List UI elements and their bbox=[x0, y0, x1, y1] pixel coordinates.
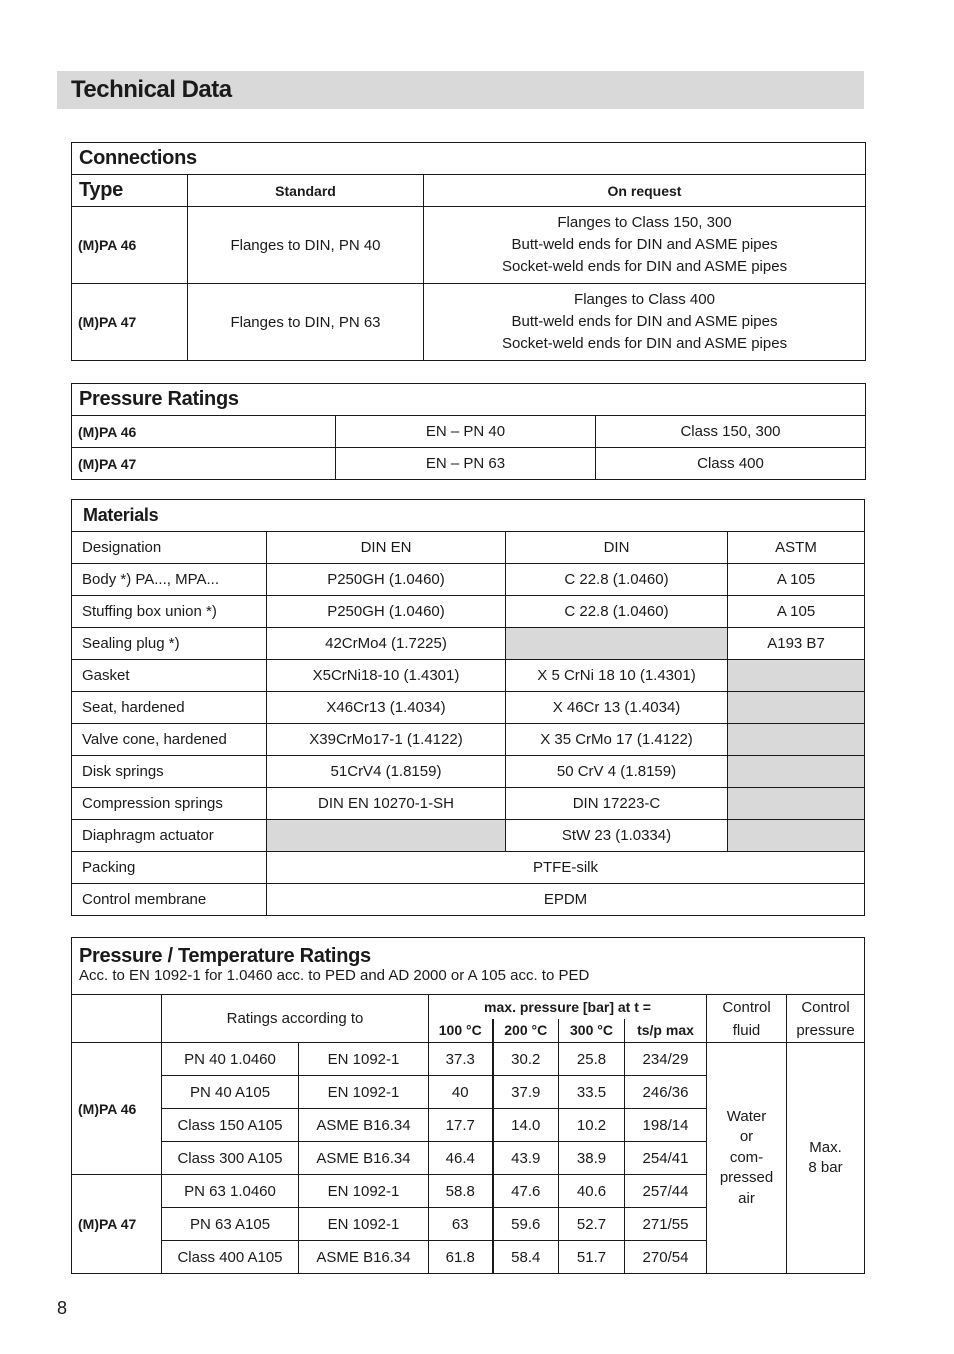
material-din-en: P250GH (1.0460) bbox=[267, 596, 506, 628]
pt-tsp: 246/36 bbox=[625, 1076, 707, 1109]
page-title: Technical Data bbox=[71, 76, 232, 103]
material-designation: Disk springs bbox=[72, 756, 267, 788]
connection-standard: Flanges to DIN, PN 40 bbox=[188, 207, 424, 284]
pt-t100: 61.8 bbox=[429, 1241, 493, 1274]
material-value: PTFE-silk bbox=[267, 852, 865, 884]
material-din-en: X39CrMo17-1 (1.4122) bbox=[267, 724, 506, 756]
pt-t200-header: 200 °C bbox=[493, 1019, 559, 1043]
pt-valve-type: (M)PA 46 bbox=[72, 1043, 162, 1175]
table-row bbox=[72, 692, 865, 724]
pt-t100-header: 100 °C bbox=[429, 1019, 493, 1043]
pt-t300: 10.2 bbox=[559, 1109, 625, 1142]
table-row bbox=[72, 724, 865, 756]
pt-standard: EN 1092-1 bbox=[299, 1043, 429, 1076]
table-row bbox=[72, 852, 865, 884]
header-line: fluid bbox=[732, 1021, 761, 1039]
page-number: 8 bbox=[57, 1298, 68, 1318]
pt-t100: 40 bbox=[429, 1076, 493, 1109]
material-designation: Compression springs bbox=[72, 788, 267, 820]
pt-ratings-subtitle: Acc. to EN 1092-1 for 1.0460 acc. to PED and AD 2000 or A 105 acc. to PED bbox=[79, 967, 590, 984]
pt-standard: ASME B16.34 bbox=[299, 1241, 429, 1274]
pt-t100: 58.8 bbox=[429, 1175, 493, 1208]
pt-control-fluid-header bbox=[707, 995, 787, 1043]
pt-rating: PN 63 1.0460 bbox=[162, 1175, 299, 1208]
connection-on-request bbox=[424, 207, 866, 284]
material-designation: Diaphragm actuator bbox=[72, 820, 267, 852]
connections-type-header: Type bbox=[72, 175, 188, 207]
pt-t200: 58.4 bbox=[493, 1241, 559, 1274]
materials-title: Materials bbox=[72, 500, 865, 532]
connections-on-request-header: On request bbox=[424, 175, 866, 207]
table-row bbox=[72, 416, 866, 448]
material-astm bbox=[728, 820, 865, 852]
table-row bbox=[72, 788, 865, 820]
table-row bbox=[72, 284, 866, 361]
pt-tsp: 234/29 bbox=[625, 1043, 707, 1076]
pt-tsp: 254/41 bbox=[625, 1142, 707, 1175]
pt-ratings-title: Pressure / Temperature Ratings bbox=[79, 945, 371, 967]
connection-type: (M)PA 47 bbox=[72, 284, 188, 361]
table-row bbox=[72, 756, 865, 788]
material-designation: Sealing plug *) bbox=[72, 628, 267, 660]
pressure-type: (M)PA 47 bbox=[72, 448, 336, 480]
material-designation: Body *) PA..., MPA... bbox=[72, 564, 267, 596]
material-designation: Stuffing box union *) bbox=[72, 596, 267, 628]
connection-on-request bbox=[424, 284, 866, 361]
on-request-line: Flanges to Class 150, 300 bbox=[557, 214, 732, 231]
pt-t100: 46.4 bbox=[429, 1142, 493, 1175]
connection-standard: Flanges to DIN, PN 63 bbox=[188, 284, 424, 361]
table-row bbox=[72, 1043, 865, 1076]
control-fluid-line: com- bbox=[729, 1148, 764, 1166]
connections-standard-header: Standard bbox=[188, 175, 424, 207]
pt-t200: 59.6 bbox=[493, 1208, 559, 1241]
material-astm bbox=[728, 788, 865, 820]
material-din-en: 42CrMo4 (1.7225) bbox=[267, 628, 506, 660]
material-designation: Control membrane bbox=[72, 884, 267, 916]
control-fluid-line: Water bbox=[726, 1107, 767, 1125]
pt-t100: 63 bbox=[429, 1208, 493, 1241]
pt-t200: 30.2 bbox=[493, 1043, 559, 1076]
material-astm bbox=[728, 756, 865, 788]
pt-t300-header: 300 °C bbox=[559, 1019, 625, 1043]
pt-max-pressure-header: max. pressure [bar] at t = bbox=[429, 995, 707, 1019]
pt-t200: 14.0 bbox=[493, 1109, 559, 1142]
pt-t300: 33.5 bbox=[559, 1076, 625, 1109]
material-din bbox=[506, 628, 728, 660]
material-designation: Seat, hardened bbox=[72, 692, 267, 724]
on-request-line: Socket-weld ends for DIN and ASME pipes bbox=[501, 258, 788, 275]
pt-tsp-header: ts/p max bbox=[625, 1019, 707, 1043]
on-request-line: Socket-weld ends for DIN and ASME pipes bbox=[501, 335, 788, 352]
table-row bbox=[72, 820, 865, 852]
materials-designation-header: Designation bbox=[72, 532, 267, 564]
material-din: C 22.8 (1.0460) bbox=[506, 596, 728, 628]
material-din: C 22.8 (1.0460) bbox=[506, 564, 728, 596]
material-din-en: X46Cr13 (1.4034) bbox=[267, 692, 506, 724]
pt-t300: 52.7 bbox=[559, 1208, 625, 1241]
table-row bbox=[72, 564, 865, 596]
material-din-en: X5CrNi18-10 (1.4301) bbox=[267, 660, 506, 692]
table-row bbox=[72, 207, 866, 284]
material-astm: A 105 bbox=[728, 564, 865, 596]
material-din: 50 CrV 4 (1.8159) bbox=[506, 756, 728, 788]
pressure-en: EN – PN 63 bbox=[336, 448, 596, 480]
pt-standard: EN 1092-1 bbox=[299, 1175, 429, 1208]
pt-t300: 38.9 bbox=[559, 1142, 625, 1175]
material-designation: Valve cone, hardened bbox=[72, 724, 267, 756]
pt-standard: ASME B16.34 bbox=[299, 1142, 429, 1175]
material-din: StW 23 (1.0334) bbox=[506, 820, 728, 852]
table-row bbox=[72, 660, 865, 692]
pt-empty-header bbox=[72, 995, 162, 1043]
control-fluid-line: pressed bbox=[719, 1169, 774, 1187]
pt-rating: Class 300 A105 bbox=[162, 1142, 299, 1175]
connections-table bbox=[71, 142, 866, 361]
pt-ratings-header: Ratings according to bbox=[162, 995, 429, 1043]
pressure-class: Class 150, 300 bbox=[596, 416, 866, 448]
pressure-ratings-title: Pressure Ratings bbox=[72, 384, 866, 416]
page-title-bar bbox=[57, 71, 864, 109]
table-row bbox=[72, 884, 865, 916]
pt-rating: PN 40 1.0460 bbox=[162, 1043, 299, 1076]
table-row bbox=[72, 596, 865, 628]
pt-t300: 25.8 bbox=[559, 1043, 625, 1076]
pt-rating: Class 150 A105 bbox=[162, 1109, 299, 1142]
control-pressure-line: 8 bar bbox=[808, 1159, 843, 1176]
pt-standard: EN 1092-1 bbox=[299, 1208, 429, 1241]
header-line: pressure bbox=[796, 1021, 855, 1039]
header-line: Control bbox=[722, 998, 771, 1016]
pt-t300: 40.6 bbox=[559, 1175, 625, 1208]
material-din-en: P250GH (1.0460) bbox=[267, 564, 506, 596]
pt-tsp: 270/54 bbox=[625, 1241, 707, 1274]
material-astm bbox=[728, 660, 865, 692]
on-request-line: Butt-weld ends for DIN and ASME pipes bbox=[511, 236, 778, 253]
material-astm: A193 B7 bbox=[728, 628, 865, 660]
pt-valve-type: (M)PA 47 bbox=[72, 1175, 162, 1274]
pt-rating: PN 40 A105 bbox=[162, 1076, 299, 1109]
material-din-en: DIN EN 10270-1-SH bbox=[267, 788, 506, 820]
pt-tsp: 257/44 bbox=[625, 1175, 707, 1208]
pt-rating: Class 400 A105 bbox=[162, 1241, 299, 1274]
material-din: X 35 CrMo 17 (1.4122) bbox=[506, 724, 728, 756]
material-value: EPDM bbox=[267, 884, 865, 916]
on-request-line: Butt-weld ends for DIN and ASME pipes bbox=[511, 313, 778, 330]
pressure-class: Class 400 bbox=[596, 448, 866, 480]
table-row bbox=[72, 448, 866, 480]
materials-astm-header: ASTM bbox=[728, 532, 865, 564]
material-designation: Gasket bbox=[72, 660, 267, 692]
pt-rating: PN 63 A105 bbox=[162, 1208, 299, 1241]
pt-t100: 37.3 bbox=[429, 1043, 493, 1076]
pt-t200: 47.6 bbox=[493, 1175, 559, 1208]
material-designation: Packing bbox=[72, 852, 267, 884]
pressure-ratings-table bbox=[71, 383, 866, 480]
pt-t300: 51.7 bbox=[559, 1241, 625, 1274]
pt-tsp: 271/55 bbox=[625, 1208, 707, 1241]
pt-ratings-header-cell bbox=[72, 938, 865, 995]
pt-ratings-table bbox=[71, 937, 865, 1274]
control-fluid-line: or bbox=[739, 1128, 754, 1146]
pt-tsp: 198/14 bbox=[625, 1109, 707, 1142]
pt-t200: 43.9 bbox=[493, 1142, 559, 1175]
control-fluid-line: air bbox=[738, 1189, 755, 1207]
pressure-en: EN – PN 40 bbox=[336, 416, 596, 448]
materials-din-header: DIN bbox=[506, 532, 728, 564]
material-din: X 5 CrNi 18 10 (1.4301) bbox=[506, 660, 728, 692]
pt-t200: 37.9 bbox=[493, 1076, 559, 1109]
pt-t100: 17.7 bbox=[429, 1109, 493, 1142]
control-pressure-line: Max. bbox=[809, 1138, 842, 1156]
pt-control-pressure-header bbox=[787, 995, 865, 1043]
pt-standard: EN 1092-1 bbox=[299, 1076, 429, 1109]
on-request-line: Flanges to Class 400 bbox=[574, 291, 715, 308]
connection-type: (M)PA 46 bbox=[72, 207, 188, 284]
material-astm: A 105 bbox=[728, 596, 865, 628]
table-row bbox=[72, 628, 865, 660]
material-astm bbox=[728, 692, 865, 724]
material-din: DIN 17223-C bbox=[506, 788, 728, 820]
header-line: Control bbox=[801, 998, 850, 1016]
materials-din-en-header: DIN EN bbox=[267, 532, 506, 564]
material-din-en bbox=[267, 820, 506, 852]
pressure-type: (M)PA 46 bbox=[72, 416, 336, 448]
materials-table bbox=[71, 499, 865, 916]
material-din-en: 51CrV4 (1.8159) bbox=[267, 756, 506, 788]
material-astm bbox=[728, 724, 865, 756]
pt-control-fluid bbox=[707, 1043, 787, 1274]
pt-control-pressure bbox=[787, 1043, 865, 1274]
connections-title: Connections bbox=[72, 143, 866, 175]
material-din: X 46Cr 13 (1.4034) bbox=[506, 692, 728, 724]
pt-standard: ASME B16.34 bbox=[299, 1109, 429, 1142]
